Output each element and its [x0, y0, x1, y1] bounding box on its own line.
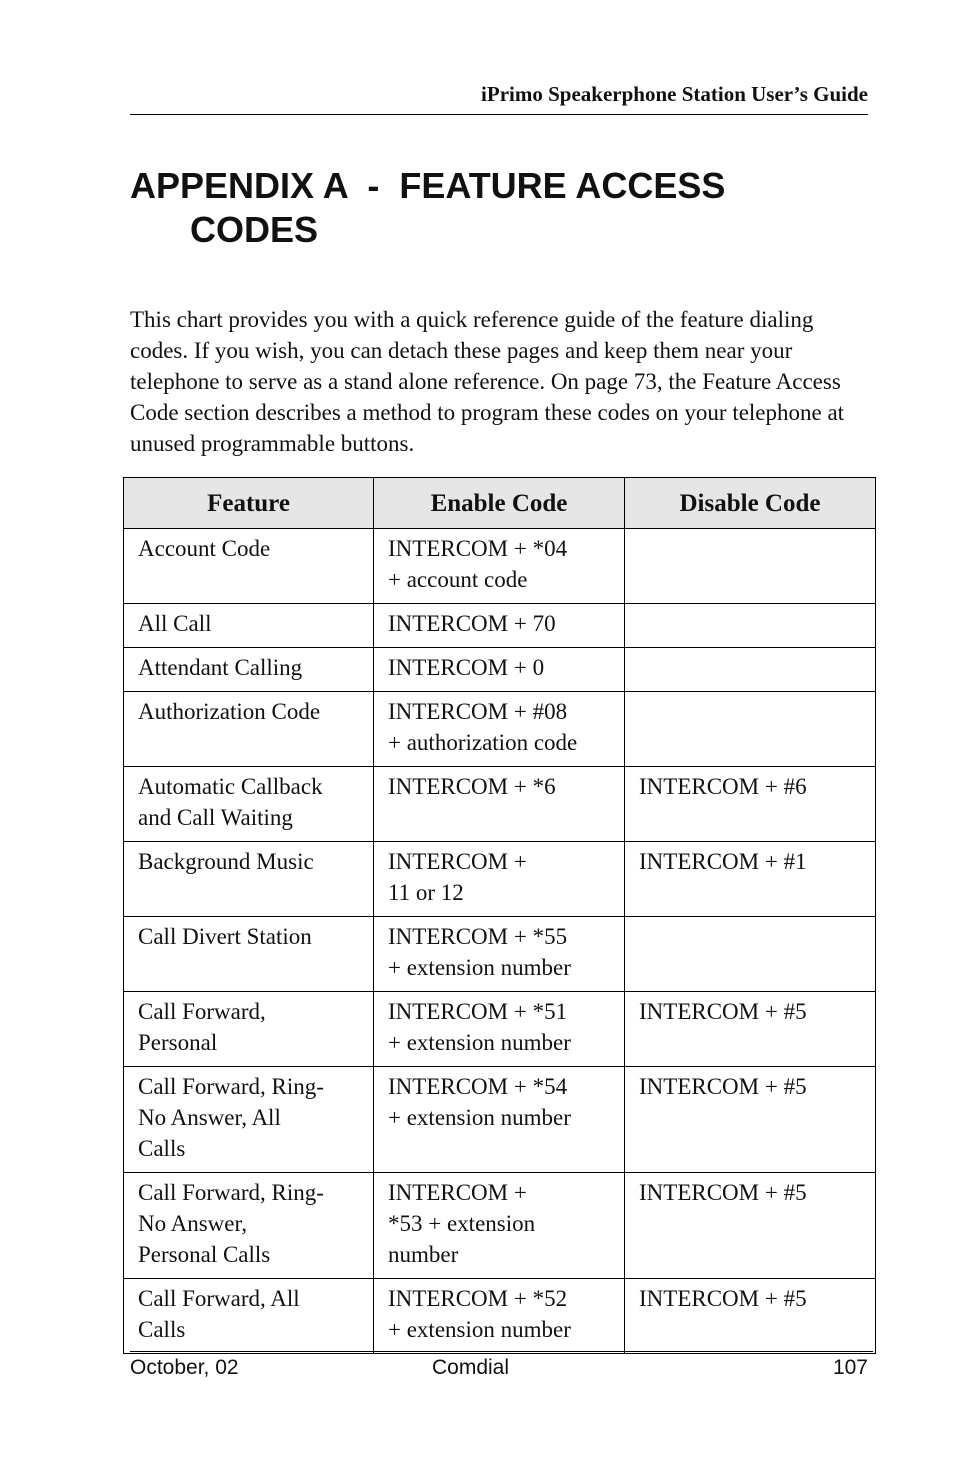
disable-code-cell: INTERCOM + #5 — [625, 1279, 876, 1354]
intro-paragraph: This chart provides you with a quick reference guide of the feature dialing codes. If you wish, you can detach these pages and keep them near your telephone to serve as a stand alone reference. On page 73, the Feature Access Code section describes a method to program these codes on your telephone at unused programmable buttons. — [130, 307, 845, 456]
disable-code-cell — [625, 529, 876, 604]
header-enable-code: Enable Code — [374, 478, 625, 529]
feature-cell: Background Music — [124, 842, 374, 917]
table-row — [124, 1173, 876, 1279]
disable-code-cell: INTERCOM + #5 — [625, 1173, 876, 1279]
table-row — [124, 648, 876, 692]
disable-code-cell — [625, 917, 876, 992]
feature-cell: Authorization Code — [124, 692, 374, 767]
enable-code-cell: INTERCOM + *54 + extension number — [374, 1067, 625, 1173]
enable-code-cell: INTERCOM + 70 — [374, 604, 625, 648]
table-row — [124, 1279, 876, 1354]
disable-code-cell: INTERCOM + #6 — [625, 767, 876, 842]
disable-code-cell — [625, 648, 876, 692]
feature-cell: All Call — [124, 604, 374, 648]
title-line-1: APPENDIX A - FEATURE ACCESS — [130, 165, 726, 206]
enable-code-cell: INTERCOM + *55 + extension number — [374, 917, 625, 992]
table-row — [124, 1067, 876, 1173]
enable-code-cell: INTERCOM + *51 + extension number — [374, 992, 625, 1067]
disable-code-cell: INTERCOM + #5 — [625, 1067, 876, 1173]
disable-code-cell — [625, 604, 876, 648]
enable-code-cell: INTERCOM + 0 — [374, 648, 625, 692]
enable-code-cell: INTERCOM + #08 + authorization code — [374, 692, 625, 767]
page-footer — [130, 1354, 868, 1382]
enable-code-cell: INTERCOM + *6 — [374, 767, 625, 842]
feature-cell: Automatic Callback and Call Waiting — [124, 767, 374, 842]
feature-cell: Call Forward, All Calls — [124, 1279, 374, 1354]
table-row — [124, 917, 876, 992]
table-row — [124, 604, 876, 648]
feature-cell: Attendant Calling — [124, 648, 374, 692]
title-line-2: CODES — [190, 209, 319, 250]
table-row — [124, 692, 876, 767]
feature-cell: Account Code — [124, 529, 374, 604]
disable-code-cell — [625, 692, 876, 767]
table-row — [124, 529, 876, 604]
disable-code-cell: INTERCOM + #1 — [625, 842, 876, 917]
feature-cell: Call Divert Station — [124, 917, 374, 992]
table-row — [124, 992, 876, 1067]
enable-code-cell: INTERCOM + *53 + extension number — [374, 1173, 625, 1279]
header-disable-code: Disable Code — [625, 478, 876, 529]
table-row — [124, 767, 876, 842]
feature-cell: Call Forward, Ring- No Answer, Personal Calls — [124, 1173, 374, 1279]
running-header: iPrimo Speakerphone Station User’s Guide — [481, 82, 868, 106]
page-title — [130, 164, 870, 252]
enable-code-cell: INTERCOM + 11 or 12 — [374, 842, 625, 917]
feature-cell: Call Forward, Ring- No Answer, All Calls — [124, 1067, 374, 1173]
footer-date: October, 02 — [130, 1356, 239, 1379]
feature-codes-table — [123, 477, 876, 1354]
disable-code-cell: INTERCOM + #5 — [625, 992, 876, 1067]
footer-publisher: Comdial — [432, 1356, 510, 1379]
page-number: 107 — [832, 1356, 868, 1379]
enable-code-cell: INTERCOM + *52 + extension number — [374, 1279, 625, 1354]
footer-rule — [130, 1351, 873, 1352]
header-feature: Feature — [124, 478, 374, 529]
feature-cell: Call Forward, Personal — [124, 992, 374, 1067]
table-row — [124, 842, 876, 917]
enable-code-cell: INTERCOM + *04 + account code — [374, 529, 625, 604]
table-header-row — [124, 478, 876, 529]
header-rule — [130, 114, 868, 115]
